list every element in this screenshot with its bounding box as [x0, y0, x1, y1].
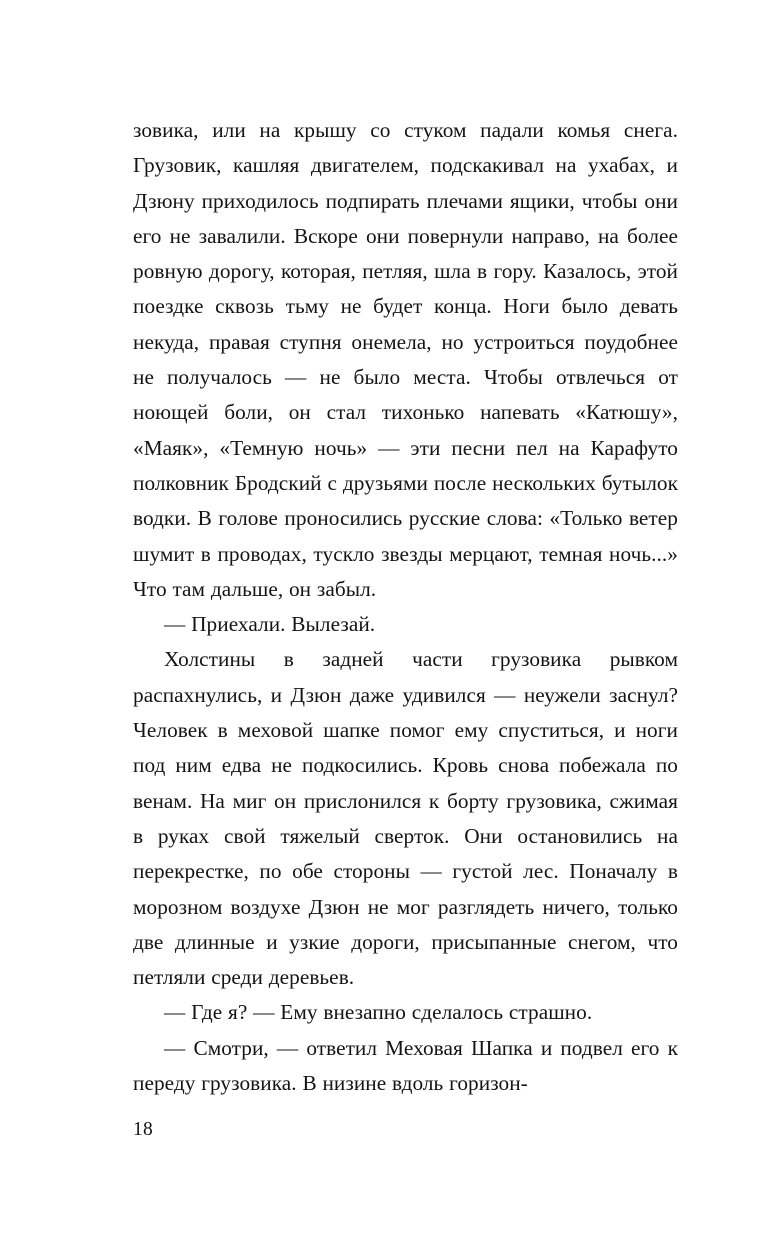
paragraph: — Приехали. Вылезай.: [164, 612, 376, 637]
paragraph: Холстины в задней части грузовика рывком распахнулись, и Дзюн даже удивился — неужели заснул? Человек в меховой шапке помог ему спуститься, и ноги под ним едва не подкосились. Кровь снова побежала по венам. На миг он прислонился к борту грузовика, сжимая в руках свой тяжелый сверток. Они остановились на перекрестке, по обе стороны — густой лес. Поначалу в морозном воздухе Дзюн не мог разглядеть ничего, только две длинные и узкие дороги, присыпанные снегом, что петляли среди деревьев.: [133, 647, 678, 990]
page-body-text: [133, 113, 678, 1101]
paragraph: зовика, или на крышу со стуком падали комья снега. Грузовик, кашляя двигателем, подскакивал на ухабах, и Дзюну приходилось подпирать плечами ящики, чтобы они его не завалили. Вскоре они повернули направо, на более ровную дорогу, которая, петляя, шла в гору. Казалось, этой поездке сквозь тьму не будет конца. Ноги было девать некуда, правая ступня онемела, но устроиться поудобнее не получалось — не было места. Чтобы отвлечься от ноющей боли, он стал тихонько напевать «Катюшу», «Маяк», «Темную ночь» — эти песни пел на Карафуто полковник Бродский с друзьями после нескольких бутылок водки. В голове проносились русские слова: «Только ветер шумит в проводах, тускло звезды мерцают, темная ночь...» Что там дальше, он забыл.: [133, 118, 678, 601]
page-number: 18: [133, 1119, 154, 1140]
paragraph: — Смотри, — ответил Меховая Шапка и подвел его к переду грузовика. В низине вдоль горизон-: [133, 1035, 678, 1096]
paragraph: — Где я? — Ему внезапно сделалось страшно.: [164, 1000, 593, 1025]
